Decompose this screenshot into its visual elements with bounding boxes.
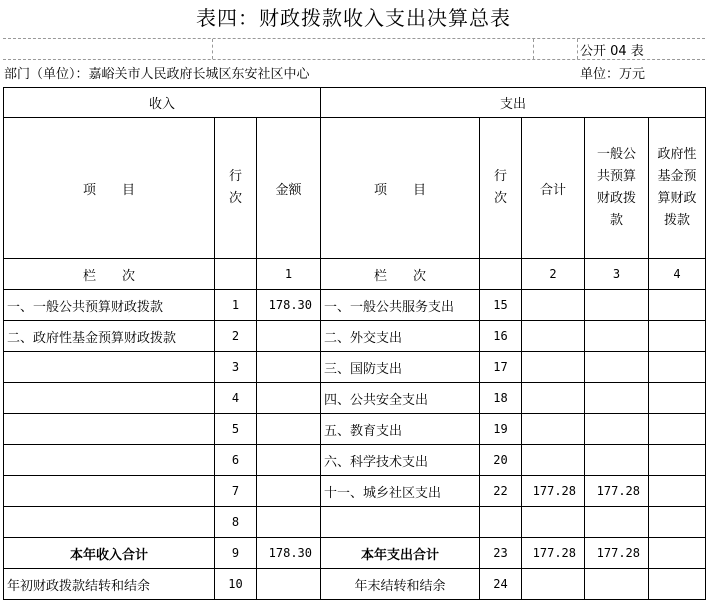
table-row [4,507,706,538]
column-index-1: 1 [257,259,321,290]
income-amount [257,414,321,445]
column-row-label: 栏 次 [4,259,215,290]
income-amount-header: 金额 [257,118,321,259]
expense-total-header: 合计 [522,118,585,259]
column-index-3: 3 [585,259,649,290]
income-line: 3 [215,352,257,383]
strip-divider [212,39,213,59]
expense-fund [649,538,706,569]
expense-line: 20 [480,445,522,476]
expense-total [522,414,585,445]
expense-fund [649,445,706,476]
expense-general [585,321,649,352]
expense-item: 五、教育支出 [321,414,480,445]
expense-total [522,383,585,414]
expense-line: 18 [480,383,522,414]
expense-total [522,445,585,476]
income-line: 9 [215,538,257,569]
income-line-header: 行次 [215,118,257,259]
income-line: 7 [215,476,257,507]
expense-total [522,321,585,352]
general-budget-header: 一般公共预算财政拨款 [585,118,649,259]
unit-label: 单位：万元 [580,67,646,82]
income-item [4,414,215,445]
income-line: 1 [215,290,257,321]
expense-item: 一、一般公共服务支出 [321,290,480,321]
income-line: 2 [215,321,257,352]
expense-line: 19 [480,414,522,445]
table-row [4,321,706,352]
expense-header: 支出 [321,88,706,118]
column-row-empty [215,259,257,290]
expense-line-header: 行次 [480,118,522,259]
column-row-empty [480,259,522,290]
expense-item [321,507,480,538]
expense-item: 六、科学技术支出 [321,445,480,476]
expense-total-label: 本年支出合计 [321,538,480,569]
department-label: 部门（单位）：嘉峪关市人民政府长城区东安社区中心 [4,67,310,82]
expense-fund [649,383,706,414]
income-header: 收入 [4,88,321,118]
expense-fund [649,414,706,445]
income-line: 5 [215,414,257,445]
expense-general: 177.28 [585,538,649,569]
income-line: 6 [215,445,257,476]
expense-line: 23 [480,538,522,569]
expense-general [585,352,649,383]
expense-line: 24 [480,569,522,600]
expense-general [585,414,649,445]
income-item: 一、一般公共预算财政拨款 [4,290,215,321]
table-row [4,383,706,414]
table-row [4,569,706,600]
table-row [4,414,706,445]
income-line: 8 [215,507,257,538]
income-amount [257,445,321,476]
report-title: 表四：财政拨款收入支出决算总表 [196,6,511,30]
expense-general [585,507,649,538]
form-number: 公开 04 表 [580,44,644,59]
expense-total [522,352,585,383]
income-amount: 178.30 [257,538,321,569]
income-item [4,476,215,507]
expense-total [522,290,585,321]
expense-fund [649,507,706,538]
income-item: 二、政府性基金预算财政拨款 [4,321,215,352]
expense-total [522,507,585,538]
income-item [4,445,215,476]
income-item: 年初财政拨款结转和结余 [4,569,215,600]
strip-divider [533,39,534,59]
table-row [4,290,706,321]
expense-fund [649,569,706,600]
table-row [4,352,706,383]
income-line: 4 [215,383,257,414]
income-item [4,507,215,538]
expense-line: 22 [480,476,522,507]
fund-budget-header: 政府性基金预算财政拨款 [649,118,706,259]
income-amount: 178.30 [257,290,321,321]
column-index-4: 4 [649,259,706,290]
expense-item: 四、公共安全支出 [321,383,480,414]
expense-item-header: 项 目 [321,118,480,259]
expense-line: 17 [480,352,522,383]
expense-general [585,445,649,476]
expense-item: 三、国防支出 [321,352,480,383]
expense-item: 十一、城乡社区支出 [321,476,480,507]
income-line: 10 [215,569,257,600]
table-row-total [4,538,706,569]
expense-total [522,569,585,600]
expense-total: 177.28 [522,476,585,507]
expense-general [585,383,649,414]
expense-fund [649,352,706,383]
expense-general: 177.28 [585,476,649,507]
strip-divider [577,39,578,59]
column-index-2: 2 [522,259,585,290]
income-amount [257,321,321,352]
expense-fund [649,476,706,507]
income-amount [257,383,321,414]
income-amount [257,352,321,383]
table-row [4,476,706,507]
income-amount [257,507,321,538]
income-item [4,352,215,383]
expense-general [585,569,649,600]
expense-item: 年末结转和结余 [321,569,480,600]
expense-general [585,290,649,321]
income-amount [257,569,321,600]
table-row [4,445,706,476]
expense-line: 15 [480,290,522,321]
income-amount [257,476,321,507]
expense-total: 177.28 [522,538,585,569]
budget-table [3,87,706,600]
income-item-header: 项 目 [4,118,215,259]
expense-item: 二、外交支出 [321,321,480,352]
expense-line [480,507,522,538]
column-row-label: 栏 次 [321,259,480,290]
income-item [4,383,215,414]
expense-fund [649,290,706,321]
expense-fund [649,321,706,352]
income-total-label: 本年收入合计 [4,538,215,569]
expense-line: 16 [480,321,522,352]
